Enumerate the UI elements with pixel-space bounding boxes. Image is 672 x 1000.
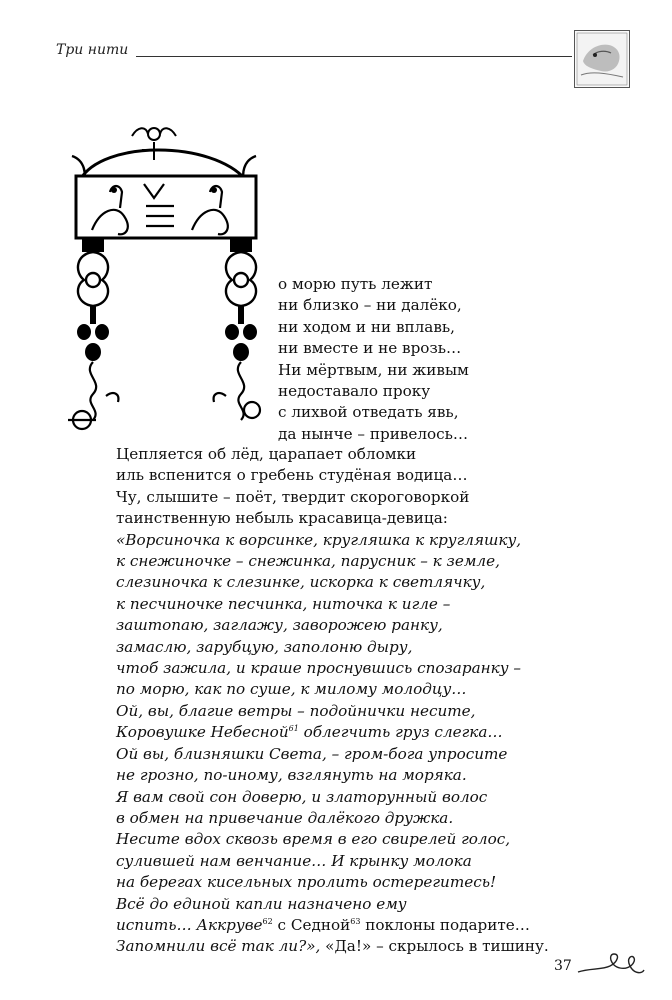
song-line-text: «Да!» – скрылось в тишину. bbox=[320, 937, 549, 956]
verse-line: ни вместе и не врозь… bbox=[278, 339, 462, 358]
song-line-final bbox=[116, 936, 549, 957]
song-line: Всё до единой капли назначено ему bbox=[116, 894, 407, 913]
verse-line: с лихвой отведать явь, bbox=[278, 403, 459, 422]
song-line: не грозно, по-иному, взглянуть на моряка. bbox=[116, 766, 467, 785]
verse-line: да нынче – привелось… bbox=[278, 424, 469, 443]
verse-line: ни близко – ни далёко, bbox=[278, 296, 462, 315]
footnote-ref[interactable]: 63 bbox=[350, 916, 361, 926]
song-line: «Ворсиночка к ворсинке, кругляшка к кругляшку, bbox=[116, 530, 522, 549]
song-line: сулившей нам венчание… И крынку молока bbox=[116, 851, 472, 870]
song-line-footnoted bbox=[116, 722, 549, 743]
verse-line: ни ходом и ни вплавь, bbox=[278, 317, 455, 336]
running-header-title: Три нити bbox=[56, 42, 129, 58]
song-line: Я вам свой сон доверю, и златорунный волос bbox=[116, 787, 488, 806]
verse-line: недоставало проку bbox=[278, 382, 431, 401]
song-line-text: с Седной bbox=[272, 915, 351, 934]
song-line-text: испить… Аккруве bbox=[116, 915, 263, 934]
song-line: по морю, как по суше, к милому молодцу… bbox=[116, 680, 467, 699]
song-line: Несите вдох сквозь время в его свирелей голос, bbox=[116, 830, 511, 849]
song-line: на берегах кисельных пролить остерегитесь! bbox=[116, 873, 497, 892]
song-line: в обмен на привечание далёкого дружка. bbox=[116, 808, 454, 827]
verse-line: о морю путь лежит bbox=[278, 275, 433, 293]
page-flourish-icon bbox=[576, 950, 646, 980]
song-line: к снежиночке – снежинка, парусник – к земле, bbox=[116, 552, 500, 571]
song-line: чтоб зажила, и краше проснувшись спозаранку – bbox=[116, 659, 521, 678]
footnote-ref[interactable]: 61 bbox=[288, 724, 299, 734]
verse-line: Цепляется об лёд, царапает обломки bbox=[116, 445, 417, 463]
footnote-ref[interactable]: 62 bbox=[262, 916, 273, 926]
verse-line: Ни мёртвым, ни живым bbox=[278, 360, 469, 379]
verse-line: иль вспенится о гребень студёная водица… bbox=[116, 466, 468, 485]
page-number: 37 bbox=[554, 958, 572, 974]
verse-body bbox=[116, 444, 549, 958]
verse-line: таинственную небыль красавица-девица: bbox=[116, 509, 448, 528]
song-line: слезиночка к слезинке, искорка к светлячку, bbox=[116, 573, 486, 592]
song-line-text: облегчить груз слегка… bbox=[298, 723, 503, 742]
verse-stanza-top bbox=[278, 274, 469, 445]
song-line: к песчиночке песчинка, ниточка к игле – bbox=[116, 594, 451, 613]
header-rule bbox=[136, 56, 572, 57]
song-line: замаслю, зарубцую, заполоню дыру, bbox=[116, 637, 413, 656]
song-line-footnoted bbox=[116, 915, 549, 936]
header-portrait-image bbox=[574, 30, 630, 88]
song-line-text: Коровушке Небесной bbox=[116, 723, 289, 742]
ornamental-initial bbox=[62, 120, 272, 440]
song-line-text: поклоны подарите… bbox=[360, 915, 530, 934]
song-line-text: Запомнили всё так ли?», bbox=[116, 937, 321, 956]
song-line: заштопаю, заглажу, заворожею ранку, bbox=[116, 616, 443, 635]
song-line: Ой вы, близняшки Света, – гром-бога упросите bbox=[116, 744, 508, 763]
song-line: Ой, вы, благие ветры – подойнички несите, bbox=[116, 701, 476, 720]
verse-line: Чу, слышите – поёт, твердит скороговоркой bbox=[116, 487, 470, 506]
